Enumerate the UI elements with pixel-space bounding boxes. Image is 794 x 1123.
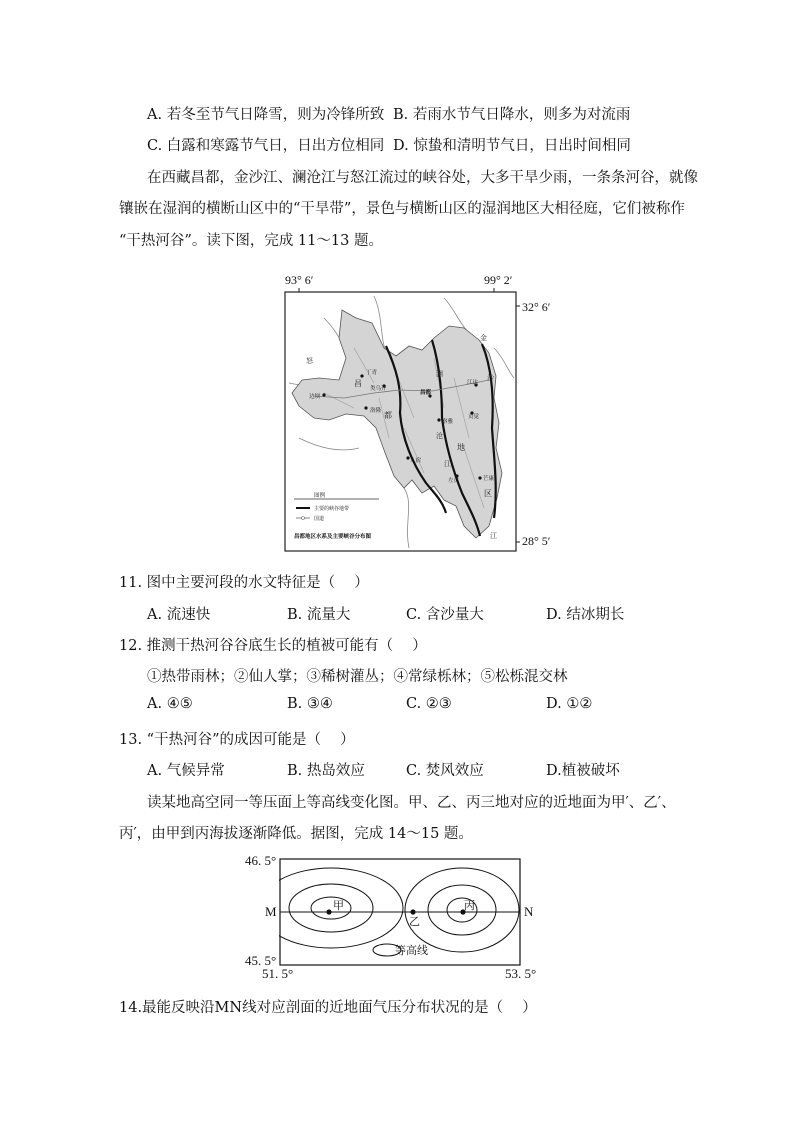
- contour-line-label: 等高线: [395, 945, 428, 957]
- river-char-jiang1: 江: [444, 461, 451, 468]
- place-changdu: 昌都: [420, 390, 432, 396]
- place-dingqing: 丁青: [366, 370, 378, 376]
- map-lat-bottom: 28° 5′: [522, 534, 551, 548]
- q14-stem: 14.最能反映沿MN线对应剖面的近地面气压分布状况的是（ ）: [119, 1000, 537, 1016]
- place-bianba: 边坝: [309, 394, 321, 400]
- legend-road-label: 国道: [314, 516, 325, 522]
- q11-option-d[interactable]: D. 结冰期长: [546, 607, 625, 623]
- contour-lat-top: 46. 5°: [245, 853, 277, 868]
- passage2-line1: 读某地高空同一等压面上等高线变化图。甲、乙、丙三地对应的近地面为甲′、乙′、: [147, 795, 676, 811]
- river-char-lan: 澜: [436, 371, 443, 378]
- place-luolong: 洛隆: [370, 408, 382, 414]
- option-b-prev: B. 若雨水节气日降水，则多为对流雨: [393, 107, 631, 123]
- passage1-line1: 在西藏昌都，金沙江、澜沧江与怒江流过的峡谷处，大多干旱少雨，一条条河谷，就像: [147, 170, 698, 186]
- q12-option-b[interactable]: B. ③④: [287, 696, 333, 712]
- river-char-jiang2: 江: [490, 533, 497, 540]
- q12-stem: 12. 推测干热河谷谷底生长的植被可能有（ ）: [119, 638, 427, 654]
- q12-items: ①热带雨林；②仙人掌；③稀树灌丛；④常绿栎林；⑤松栎混交林: [147, 669, 568, 685]
- point-jia: 甲: [333, 900, 344, 912]
- map-caption: 昌都地区水系及主要峡谷分布图: [294, 534, 372, 540]
- option-a-prev: A. 若冬至节气日降雪，则为冷锋所致: [147, 107, 385, 123]
- q13-option-c[interactable]: C. 焚风效应: [406, 763, 484, 779]
- q13-stem: 13. “干热河谷”的成因可能是（ ）: [119, 732, 355, 748]
- passage2-line2: 丙′，由甲到丙海拔逐渐降低。据图，完成 14～15 题。: [119, 826, 473, 842]
- river-char-sha: 沙: [487, 375, 494, 382]
- place-mangkang: 芒康: [483, 476, 495, 482]
- q11-stem: 11. 图中主要河段的水文特征是（ ）: [119, 575, 369, 591]
- place-leiwuqi: 类乌齐: [370, 386, 387, 392]
- region-char-di: 地: [457, 443, 465, 452]
- changdu-map: [284, 288, 520, 552]
- option-c-prev: C. 白露和寒露节气日，日出方位相同: [147, 138, 385, 154]
- passage1-line2: 镶嵌在湿润的横断山区中的“干旱带”，景色与横断山区的湿润地区大相径庭，它们被称作: [119, 201, 685, 217]
- q11-option-c[interactable]: C. 含沙量大: [406, 607, 484, 623]
- place-gongjue: 贡觉: [468, 414, 480, 420]
- river-char-jin: 金: [480, 335, 487, 342]
- legend-title: 图例: [314, 493, 326, 499]
- contour-lon-right: 53. 5°: [505, 966, 537, 981]
- point-bing: 丙: [464, 900, 475, 912]
- region-char-chang: 昌: [354, 379, 362, 388]
- contour-lon-left: 51. 5°: [262, 966, 294, 981]
- region-char-qu: 区: [484, 489, 492, 498]
- legend-river-label: 主要的峡谷地带: [314, 506, 350, 512]
- q12-option-c[interactable]: C. ②③: [406, 696, 452, 712]
- place-chaya: 察雅: [442, 419, 454, 425]
- map-lon-left: 93° 6′: [285, 273, 314, 287]
- place-zuogong: 左贡: [448, 478, 460, 484]
- passage1-line3: “干热河谷”。读下图，完成 11～13 题。: [119, 233, 383, 249]
- map-lat-top: 32° 6′: [522, 300, 551, 314]
- point-yi: 乙: [409, 916, 420, 928]
- q11-option-a[interactable]: A. 流速快: [147, 607, 211, 623]
- region-char-du: 都: [384, 411, 392, 420]
- contour-m-label: M: [265, 904, 277, 919]
- contour-lat-bottom: 45. 5°: [245, 953, 277, 968]
- place-basu: 八宿: [410, 458, 422, 464]
- river-char-cang: 沧: [436, 433, 443, 440]
- q13-option-b[interactable]: B. 热岛效应: [287, 763, 365, 779]
- option-d-prev: D. 惊蛰和清明节气日，日出时间相同: [393, 138, 631, 154]
- map-lon-right: 99° 2′: [484, 273, 513, 287]
- q12-option-d[interactable]: D. ①②: [546, 696, 593, 712]
- place-jiangda: 江达: [467, 380, 479, 386]
- contour-map: [279, 858, 521, 966]
- q13-option-a[interactable]: A. 气候异常: [147, 763, 225, 779]
- contour-n-label: N: [524, 904, 534, 919]
- river-char-nu: 怒: [306, 358, 313, 365]
- q11-option-b[interactable]: B. 流量大: [287, 607, 351, 623]
- q13-option-d[interactable]: D.植被破坏: [546, 763, 620, 779]
- q12-option-a[interactable]: A. ④⑤: [147, 696, 193, 712]
